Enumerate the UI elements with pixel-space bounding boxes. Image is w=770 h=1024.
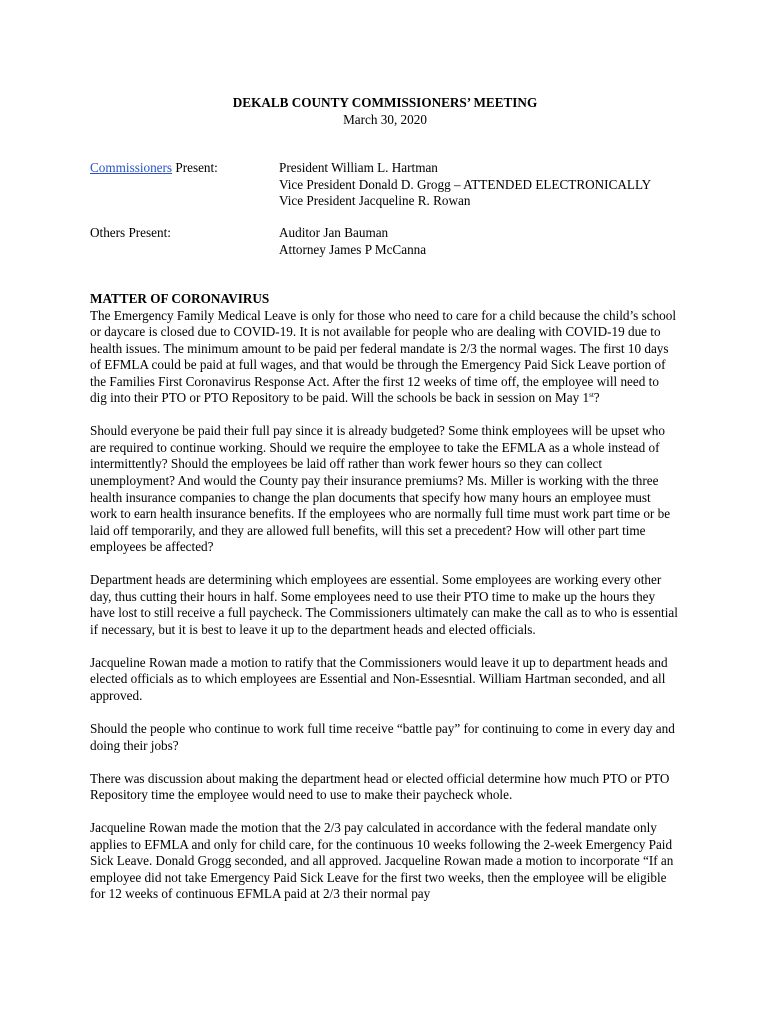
commissioner-name: Vice President Jacqueline R. Rowan [279,193,471,208]
meeting-date: March 30, 2020 [343,111,427,127]
minutes-body [90,291,678,919]
section-heading: MATTER OF CORONAVIRUS [90,291,270,306]
present-suffix: Present: [172,160,218,175]
other-attendee-name: Auditor Jan Bauman [279,225,389,240]
paragraph-essential-employees: Department heads are determining which employees are essential. Some employees are working every other day, thus cutting their hours in half. Some employees need to use their PTO time to make up the hours they have lost to still receive a full paycheck. The Commissioners ultimately can make the call as to who is essential if necessary, but it is best to leave it up to the department heads and elected officials. [90,572,678,637]
ordinal-superscript: st [589,391,594,400]
paragraph-end: ? [593,390,600,406]
other-attendee-name: Attorney James P McCanna [279,241,427,257]
paragraph-efmla-overview [90,308,678,407]
commissioners-present-label [90,160,218,177]
others-list [279,225,426,258]
paragraph-pto-discussion: There was discussion about making the department head or elected official determine how much PTO or PTO Repository time the employee would need to use to make their paycheck whole. [90,770,670,803]
commissioners-list [279,160,651,210]
paragraph-battle-pay: Should the people who continue to work full time receive “battle pay” for continuing to come in every day and doing their jobs? [90,721,675,753]
paragraph-motion-ratify: Jacqueline Rowan made a motion to ratify that the Commissioners would leave it up to department heads and elected officials as to which employees are Essential and Non-Essesntial. William Hartman seconded, and all approved. [90,654,668,703]
paragraph-pay-questions: Should everyone be paid their full pay since it is already budgeted? Some think employees will be upset who are required to continue working. Should we require the employee to take the EFMLA as a whole instead of intermittently? Should the employees be laid off rather than work fewer hours so they can collect unemployment? And would the County pay their insurance premiums? Ms. Miller is working with the three health insurance companies to change the plan documents that specify how many hours an employee must work to earn health insurance benefits. If the employees who are normally full time must work part time or be laid off temporarily, and they are allowed full benefits, will this set a precedent? How will other part time employees be affected? [90,423,671,555]
meeting-title: DEKALB COUNTY COMMISSIONERS’ MEETING [232,95,538,110]
paragraph-text: The Emergency Family Medical Leave is only for those who need to care for a child because the child’s school or daycare is closed due to COVID-19. It is not available for people who are dealing with COVID-19 due to health issues. The minimum amount to be paid per federal mandate is 2/3 the normal wages. The first 10 days of EFMLA could be paid at full wages, and that would be through the Emergency Paid Sick Leave portion of the Families First Coronavirus Response Act. After the first 12 weeks of time off, the employee will need to dig into their PTO or PTO Repository to be paid. Will the schools be back in session on May 1 [90,307,677,406]
others-present-label: Others Present: [90,225,171,240]
meeting-header [0,95,770,128]
commissioner-name: President William L. Hartman [279,160,438,175]
paragraph-motion-two-thirds-pay: Jacqueline Rowan made the motion that the 2/3 pay calculated in accordance with the federal mandate only applies to EFMLA and only for child care, for the continuous 10 weeks following the 2-week Emergency Paid Sick Leave. Donald Grogg seconded, and all approved. Jacqueline Rowan made a motion to incorporate “If an employee did not take Emergency Paid Sick Leave for the first two weeks, then the employee will be eligible for 12 weeks of continuous EFMLA paid at 2/3 their normal pay [90,820,674,902]
commissioners-link[interactable]: Commissioners [90,160,173,175]
commissioner-name: Vice President Donald D. Grogg – ATTENDED ELECTRONICALLY [279,176,652,192]
